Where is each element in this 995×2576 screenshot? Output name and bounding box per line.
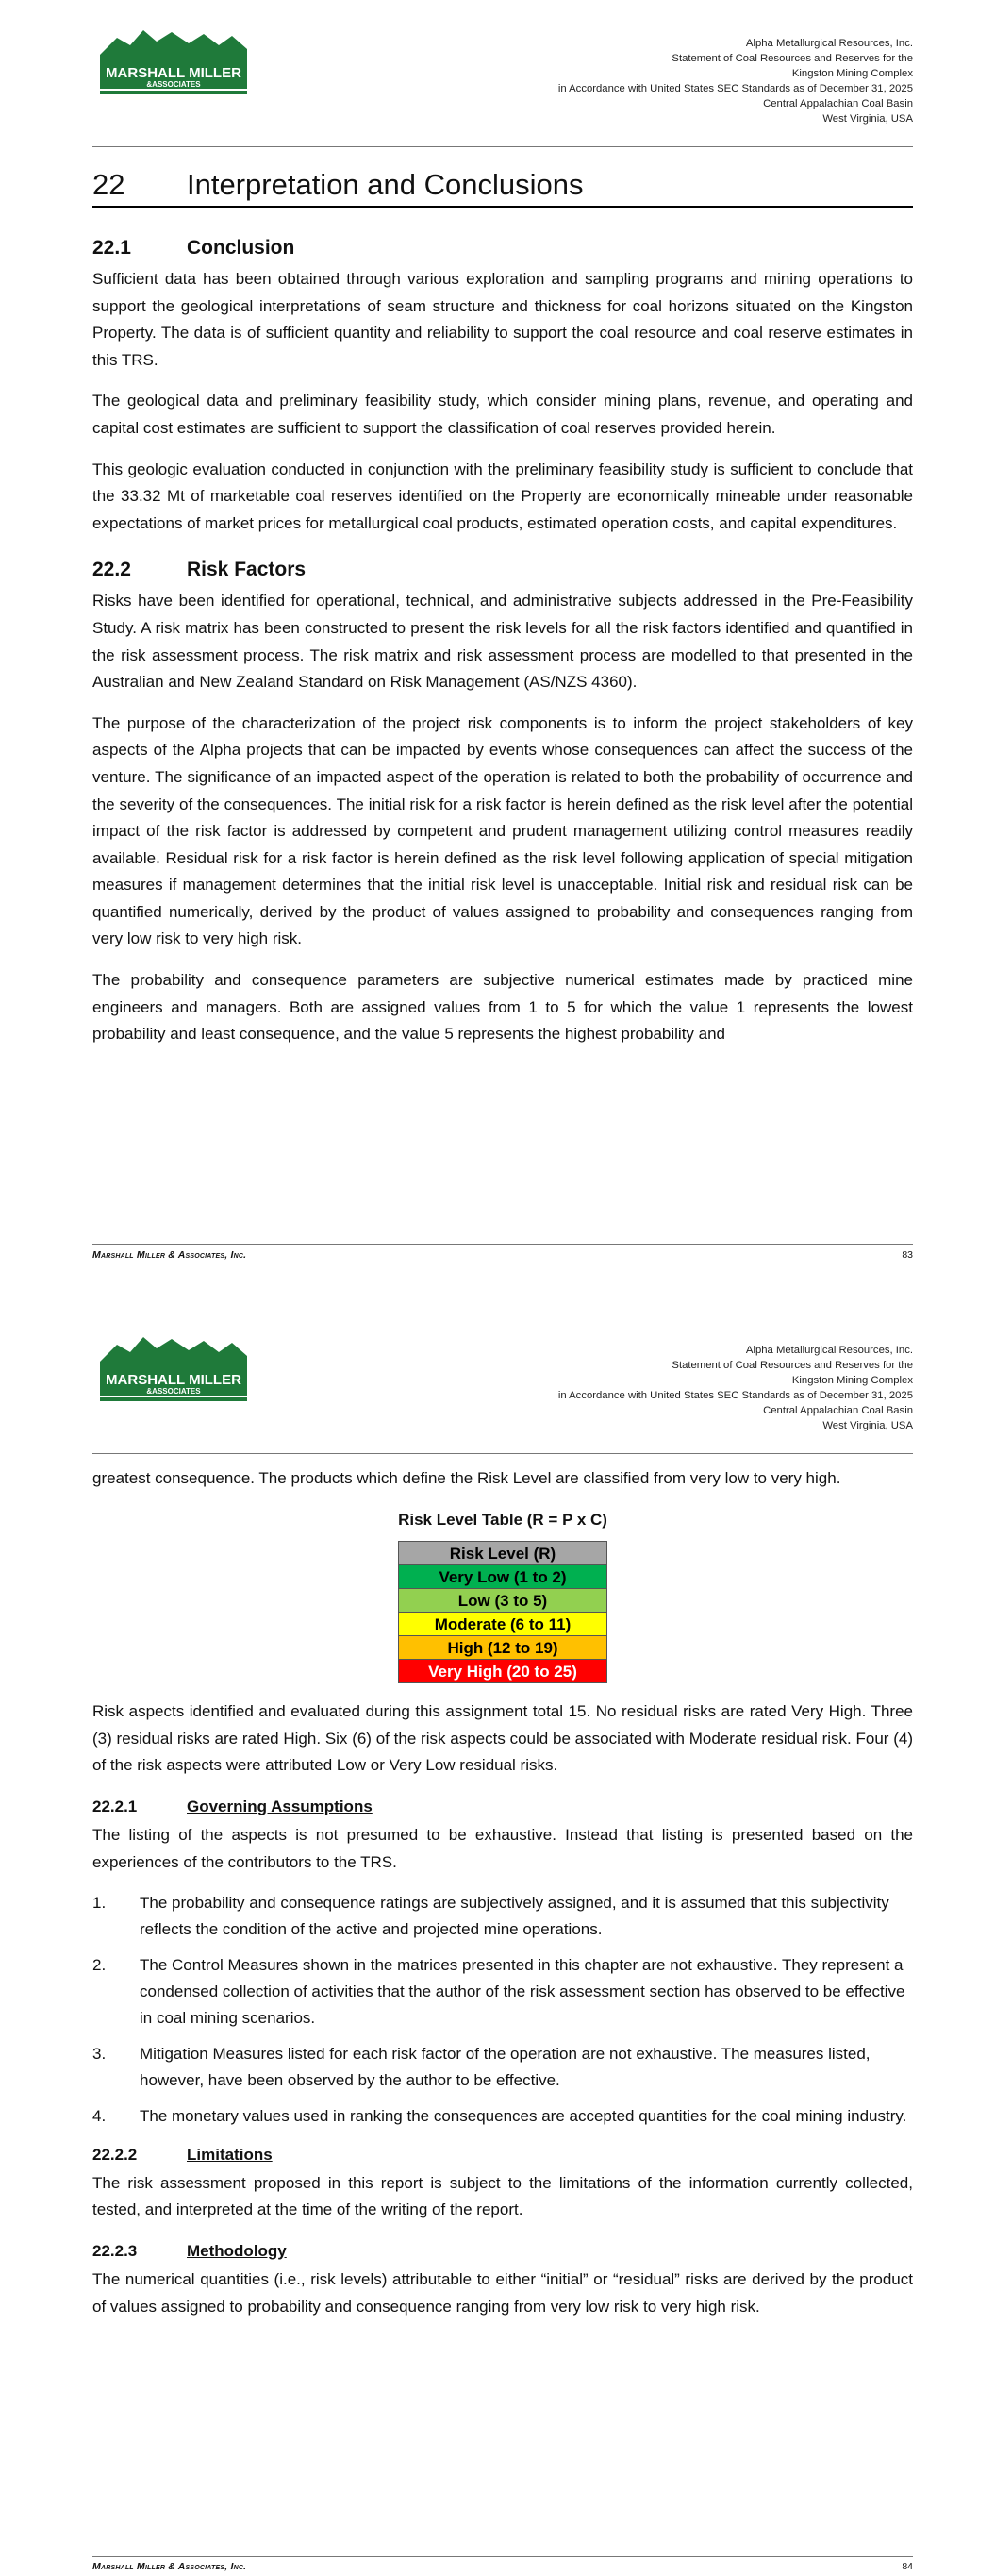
assumptions-list [92,1890,913,2131]
list-item: 4. The monetary values used in ranking the consequences are accepted quantities for the coal mining industry. [92,2107,907,2126]
page-83-body [92,166,913,1062]
conclusion-paragraph: The geological data and preliminary feasibility study, which consider mining plans, revenue, and operating and capital cost estimates are sufficient to support the classification of coal reserves provided herein. [92,392,913,437]
risk-level-table-title: Risk Level Table (R = P x C) [398,1510,607,1529]
list-item: 3. Mitigation Measures listed for each risk factor of the operation are not exhaustive. The measures listed, however, have been observed by the author to be effective. [92,2045,871,2090]
svg-text:MARSHALL MILLER: MARSHALL MILLER [106,65,241,81]
svg-text:&ASSOCIATES: &ASSOCIATES [146,80,201,89]
risk-factors-heading: 22.2 Risk Factors [92,559,307,581]
risk-level-cell: Risk Level (R) [399,1542,607,1565]
page-number: 83 [902,1249,913,1261]
footer-firm: Marshall Miller & Associates, Inc. [92,1249,247,1261]
conclusion-paragraph: Sufficient data has been obtained through various exploration and sampling programs and mining operations to support the geological interpretations of seam structure and thickness for coal horizons situated on the Kingston Property. The data is of sufficient quantity and reliability to support the coal resource and coal reserve estimates in this TRS. [92,270,913,369]
risk-level-row [399,1542,607,1565]
risk-paragraph: The probability and consequence parameters are subjective numerical estimates made by practiced mine engineers and managers. Both are assigned values from 1 to 5 for which the value 1 represents the lowest probability and least consequence, and the value 5 represents the highest probability and [92,971,913,1044]
risk-level-row [399,1565,607,1589]
page-number: 84 [902,2561,913,2572]
assumptions-intro: The listing of the aspects is not presumed to be exhaustive. Instead that listing is presented based on the experiences of the contributors to the TRS. [92,1825,913,1871]
risk-level-row [399,1613,607,1636]
risk-level-row [399,1660,607,1683]
company-logo [98,25,249,100]
risk-level-cell: Very High (20 to 25) [399,1660,607,1683]
svg-text:&ASSOCIATES: &ASSOCIATES [146,1387,201,1396]
page-84 [0,1307,995,2576]
footer-rule [92,1244,913,1245]
document-header: Alpha Metallurgical Resources, Inc. Statement of Coal Resources and Reserves for the Kingston Mining Complex in Accordance with United States SEC Standards as of December 31, 2025 Central Appalachian Coal Basin West Virginia, USA [557,1345,913,1431]
limitations-text: The risk assessment proposed in this report is subject to the limitations of the information currently collected, tested, and interpreted at the time of the writing of the report. [92,2173,913,2219]
risk-level-row [399,1636,607,1660]
company-logo [98,1331,249,1407]
risk-paragraph: The purpose of the characterization of the project risk components is to inform the project stakeholders of key aspects of the Alpha projects that can be impacted by events whose consequences can affect the success of the venture. The significance of an impacted aspect of the operation is related to both the probability of occurrence and the severity of the consequences. The initial risk for a risk factor is herein defined as the risk level after the potential impact of the risk factor is addressed by competent and prudent management utilizing control measures readily available. Residual risk for a risk factor is herein defined as the risk level following application of special mitigation measures if management determines that the initial risk level is unacceptable. Initial risk and residual risk can be quantified numerically, derived by the product of values assigned to probability and consequences ranging from very low risk to very high risk. [92,713,913,948]
risk-level-cell: Moderate (6 to 11) [399,1613,607,1636]
risk-level-row [399,1589,607,1613]
risk-level-table [398,1541,607,1683]
risk-level-cell: Low (3 to 5) [399,1589,607,1613]
risk-level-cell: Very Low (1 to 2) [399,1565,607,1589]
conclusion-paragraph: This geologic evaluation conducted in conjunction with the preliminary feasibility study is sufficient to conclude that the 33.32 Mt of marketable coal reserves identified on the Property are economically mineable under reasonable expectations of market prices for metallurgical coal products, estimated operation costs, and capital expenditures. [92,460,913,532]
list-item: 1. The probability and consequence ratings are subjectively assigned, and it is assumed that this subjectivity reflects the condition of the active and projected mine operations. [92,1894,889,1939]
methodology-heading: 22.2.3 Methodology [92,2241,287,2260]
limitations-heading: 22.2.2 Limitations [92,2145,273,2164]
page-footer [92,2561,913,2572]
list-item: 2. The Control Measures shown in the matrices presented in this chapter are not exhaustive. They represent a condensed collection of activities that the author of the risk assessment section has observed to be effective in coal mining scenarios. [92,1956,905,2028]
assumptions-heading: 22.2.1 Governing Assumptions [92,1797,373,1815]
document-header: Alpha Metallurgical Resources, Inc. Statement of Coal Resources and Reserves for the Kingston Mining Complex in Accordance with United States SEC Standards as of December 31, 2025 Central Appalachian Coal Basin West Virginia, USA [557,38,913,125]
footer-rule [92,2556,913,2557]
page-84-body [92,1465,913,2334]
methodology-text: The numerical quantities (i.e., risk levels) attributable to either “initial” or “residual” risks are derived by the product of values assigned to probability and consequence ranging from very low risk to very high risk. [92,2269,913,2316]
footer-firm: Marshall Miller & Associates, Inc. [92,2561,247,2572]
section-heading: 22 Interpretation and Conclusions [92,166,913,208]
risk-paragraph-continued: greatest consequence. The products which define the Risk Level are classified from very low to very high. [92,1469,841,1487]
risk-summary: Risk aspects identified and evaluated during this assignment total 15. No residual risks are rated Very High. Three (3) residual risks are rated High. Six (6) of the risk aspects could be associated with Moderate residual risk. Four (4) of the risk aspects were attributed Low or Very Low residual risks. [92,1702,913,1775]
conclusion-heading: 22.1 Conclusion [92,237,295,259]
header-rule [92,1453,913,1454]
risk-paragraph: Risks have been identified for operational, technical, and administrative subjects addressed in the Pre-Feasibility Study. A risk matrix has been constructed to present the risk levels for all the risk factors identified and quantified in the risk assessment process. The risk matrix and risk assessment process are modelled to that presented in the Australian and New Zealand Standard on Risk Management (AS/NZS 4360). [92,592,913,692]
page-footer [92,1249,913,1261]
risk-level-cell: High (12 to 19) [399,1636,607,1660]
header-rule [92,146,913,147]
svg-text:MARSHALL MILLER: MARSHALL MILLER [106,1372,241,1388]
